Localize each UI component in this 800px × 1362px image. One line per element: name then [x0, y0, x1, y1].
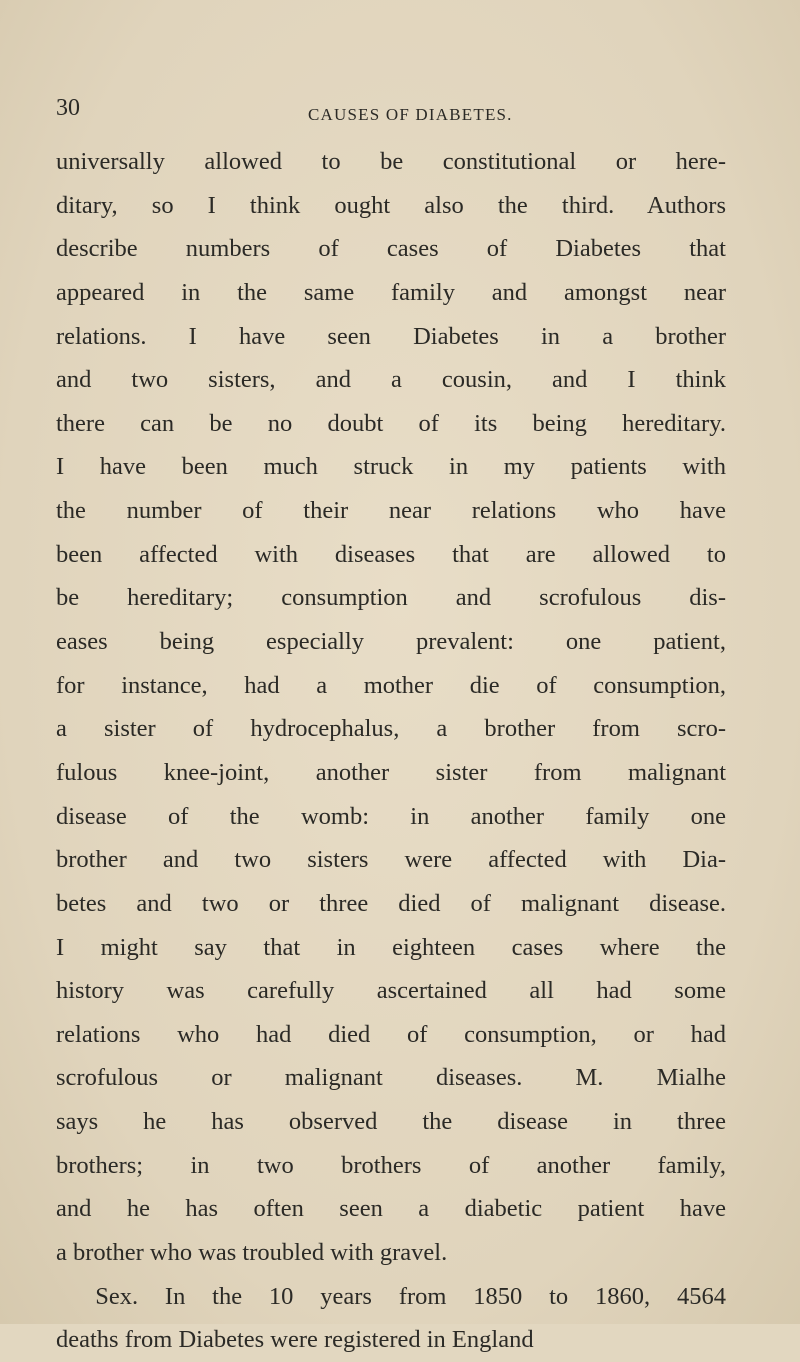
text-line: appeared in the same family and amongst near — [56, 278, 726, 306]
text-line: for instance, had a mother die of consumption, — [56, 671, 726, 699]
text-line: deaths from Diabetes were registered in England — [56, 1326, 534, 1354]
text-line: betes and two or three died of malignant disease. — [56, 889, 726, 917]
text-line: describe numbers of cases of Diabetes that — [56, 235, 726, 263]
text-line: eases being especially prevalent: one patient, — [56, 628, 726, 656]
text-line: a sister of hydrocephalus, a brother from scro- — [56, 715, 726, 743]
text-line: says he has observed the disease in three — [56, 1108, 726, 1136]
text-line: and he has often seen a diabetic patient have — [56, 1195, 726, 1223]
text-line: be hereditary; consumption and scrofulous dis- — [56, 584, 726, 612]
text-line: universally allowed to be constitutional or here- — [56, 148, 726, 175]
running-title: CAUSES OF DIABETES. — [308, 105, 513, 124]
page-number: 30 — [56, 95, 80, 121]
body-text — [56, 140, 726, 1362]
text-line: there can be no doubt of its being hereditary. — [56, 409, 726, 437]
text-line: and two sisters, and a cousin, and I think — [56, 366, 726, 394]
text-line: I have been much struck in my patients with — [56, 453, 726, 481]
text-line: Sex. In the 10 years from 1850 to 1860, 4564 — [95, 1282, 726, 1310]
text-line: scrofulous or malignant diseases. M. Mialhe — [56, 1064, 726, 1092]
text-line: brother and two sisters were affected with Dia- — [56, 846, 726, 874]
text-line: the number of their near relations who have — [56, 497, 726, 525]
text-line: been affected with diseases that are allowed to — [56, 540, 726, 568]
text-line: fulous knee-joint, another sister from malignant — [56, 758, 726, 786]
text-line: relations. I have seen Diabetes in a brother — [56, 322, 726, 350]
text-line: I might say that in eighteen cases where the — [56, 933, 726, 961]
text-line: a brother who was troubled with gravel. — [56, 1239, 448, 1267]
text-line: history was carefully ascertained all had some — [56, 977, 726, 1005]
text-line: relations who had died of consumption, or had — [56, 1020, 726, 1048]
text-line: brothers; in two brothers of another family, — [56, 1151, 726, 1179]
text-line: disease of the womb: in another family one — [56, 802, 726, 830]
text-line: ditary, so I think ought also the third. Authors — [56, 191, 726, 219]
